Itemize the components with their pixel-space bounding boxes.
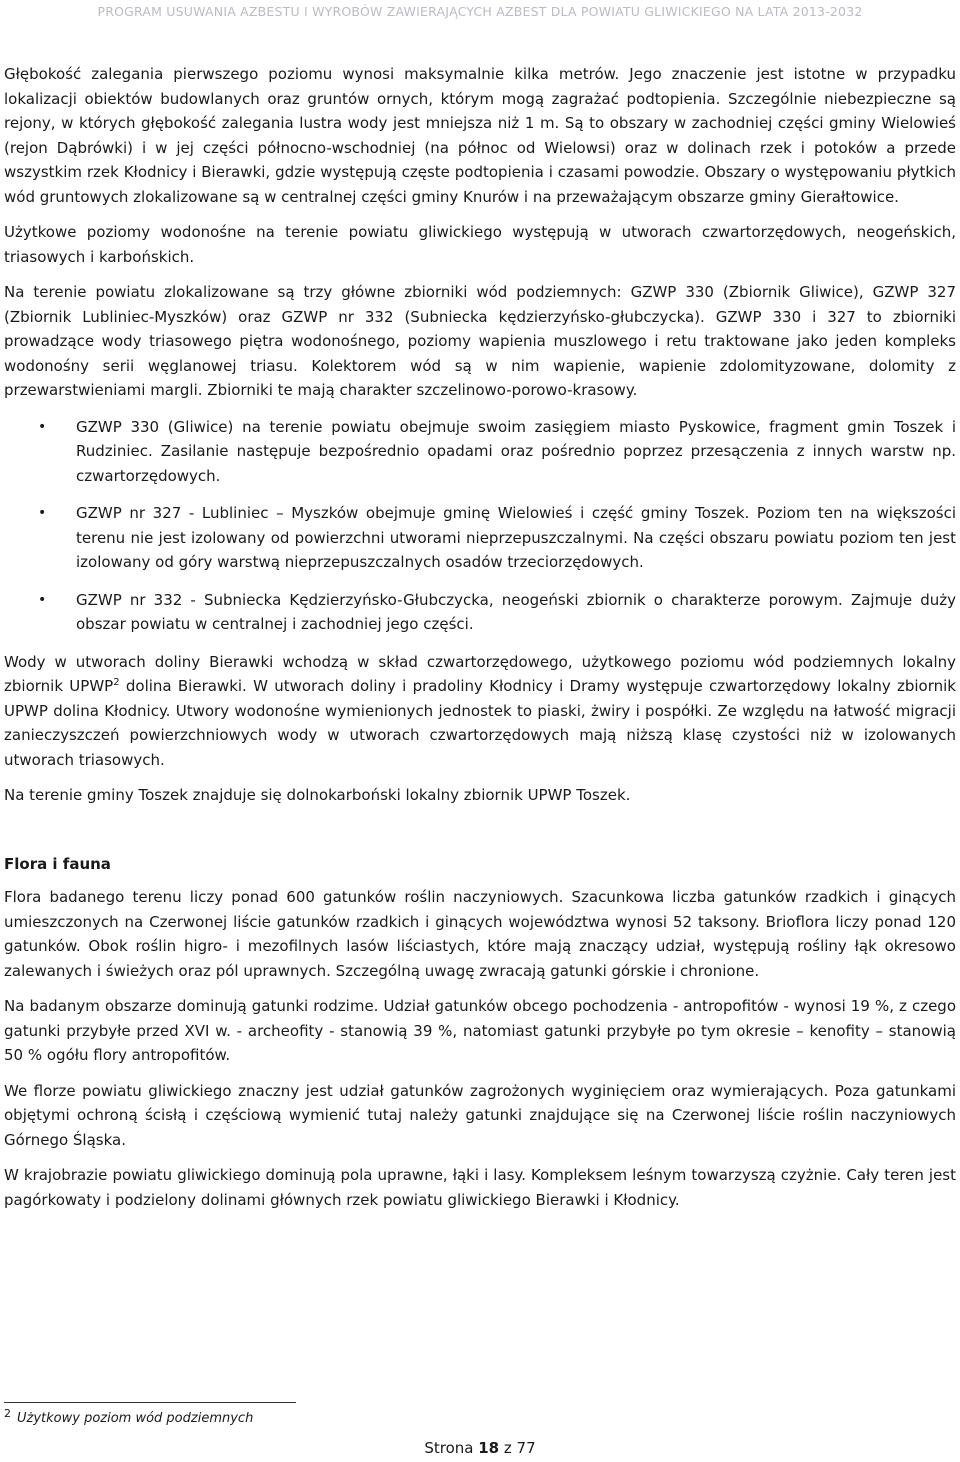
paragraph-toszek-reservoir: Na terenie gminy Toszek znajduje się dolnokarboński lokalny zbiornik UPWP Toszek.	[4, 786, 631, 804]
footnote-mark: 2	[4, 1406, 11, 1420]
paragraph-main-reservoirs: Na terenie powiatu zlokalizowane są trzy główne zbiorniki wód podziemnych: GZWP 330 (Zbiornik Gliwice), GZWP 327 (Zbiornik Lubliniec-Myszków) oraz GZWP nr 332 (Subniecka kędzierzyńsko-głubczycka). GZWP 330 i 327 to zbiorniki prowadzące wody triasowego piętra wodonośnego, poziomy wapienia muszlowego i retu traktowane jako jeden kompleks wodonośny serii węglanowej triasu. Kolektorem wód są w nim wapienie, wapienie zdolomityzowane, dolomity z przewarstwieniami margli. Zbiorniki te mają charakter szczelinowo-porowo-krasowy.	[4, 283, 956, 399]
paragraph-landscape: W krajobrazie powiatu gliwickiego dominują pola uprawne, łąki i lasy. Kompleksem leśnym towarzyszą czyżnie. Cały teren jest pagórkowaty i podzielony dolinami głównych rzek powiatu gliwickiego Bierawki i Kłodnicy.	[4, 1166, 956, 1209]
list-item-text: GZWP 330 (Gliwice) na terenie powiatu obejmuje swoim zasięgiem miasto Pyskowice, fragment gmin Toszek i Rudziniec. Zasilanie następuje bezpośrednio opadami oraz pośrednio poprzez przesączenia z innych warstw np. czwartorzędowych.	[76, 417, 956, 485]
section-heading-flora: Flora i fauna	[4, 854, 111, 873]
running-header: PROGRAM USUWANIA AZBESTU I WYROBÓW ZAWIERAJĄCYCH AZBEST DLA POWIATU GLIWICKIEGO NA LATA 2013-2032	[97, 4, 863, 19]
footnote-text: Użytkowy poziom wód podziemnych	[17, 1411, 254, 1426]
list-item-text: GZWP nr 327 - Lubliniec – Myszków obejmuje gminę Wielowieś i część gminy Toszek. Poziom ten na większości terenu nie jest izolowany od powierzchni utworami nieprzepuszczalnymi. Na części obszaru powiatu poziom ten jest izolowany od góry warstwą nieprzepuszczalnych osadów trzeciorzędowych.	[76, 504, 956, 571]
page-number	[0, 1439, 960, 1457]
bullet-icon: •	[38, 591, 47, 608]
paragraph-native-species: Na badanym obszarze dominują gatunki rodzime. Udział gatunków obcego pochodzenia - antropofitów - wynosi 19 %, z czego gatunki przybyłe przed XVI w. - archeofity - stanowią 39 %, natomiast gatunki przybyłe po tym okresie – kenofity – stanowią 50 % ogółu flory antropofitów.	[4, 997, 956, 1064]
current-page: 18	[478, 1439, 500, 1457]
paragraph-text: dolina Bierawki. W utworach doliny i pradoliny Kłodnicy i Dramy występuje czwartorzędowy lokalny zbiornik UPWP dolina Kłodnicy. Utwory wodonośne wymienionych jednostek to piaski, żwiry i pospółki. Ze względu na łatwość migracji zanieczyszczeń powierzchniowych wody w utworach czwartorzędowych mają niższą klasę czystości niż w izolowanych utworach triasowych.	[4, 677, 956, 769]
footnote	[4, 1406, 254, 1428]
list-item-text: GZWP nr 332 - Subniecka Kędzierzyńsko-Głubczycka, neogeński zbiornik o charakterze porowym. Zajmuje duży obszar powiatu w centralnej i zachodniej jego części.	[76, 590, 956, 633]
paragraph-bierawka-valley	[4, 650, 956, 773]
total-pages: 77	[516, 1439, 536, 1457]
list-item	[4, 415, 956, 489]
bullet-icon: •	[38, 505, 47, 521]
page-separator: z	[499, 1439, 517, 1457]
list-item	[4, 501, 956, 575]
reservoir-list	[4, 415, 956, 637]
document-body	[4, 62, 956, 1223]
bullet-icon: •	[38, 418, 47, 435]
paragraph-flora-count: Flora badanego terenu liczy ponad 600 gatunków roślin naczyniowych. Szacunkowa liczba gatunków rzadkich i ginących umieszczonych na Czerwonej liście gatunków rzadkich i ginących województwa wynosi 52 taksony. Brioflora liczy ponad 120 gatunków. Obok roślin higro- i mezofilnych lasów liściastych, które mają znaczący udział, występują rośliny łąk okresowo zalewanych i świeżych oraz pól uprawnych. Szczególną uwagę zwracają gatunki górskie i chronione.	[4, 888, 956, 980]
paragraph-text: Wody w utworach doliny Bierawki wchodzą w skład czwartorzędowego, użytkowego poziomu wód podziemnych lokalny zbiornik UPWP	[4, 652, 956, 695]
paragraph-groundwater-depth: Głębokość zalegania pierwszego poziomu wynosi maksymalnie kilka metrów. Jego znaczenie jest istotne w przypadku lokalizacji obiektów budowlanych oraz gruntów ornych, którym mogą zagrażać podtopienia. Szczególnie niebezpieczne są rejony, w których głębokość zalegania lustra wody jest mniejsza niż 1 m. Są to obszary w zachodniej części gminy Wielowieś (rejon Dąbrówki) i w jej części północno-wschodniej (na północ od Wielowsi) oraz w dolinach rzek i potoków a przede wszystkim rzek Kłodnicy i Bierawki, gdzie występują częste podtopienia i czasami powodzie. Obszary o występowaniu płytkich wód gruntowych zlokalizowane są w centralnej części gminy Knurów i na przeważającym obszarze gminy Gierałtowice.	[4, 65, 956, 206]
list-item	[4, 588, 956, 637]
footnote-separator	[4, 1402, 296, 1403]
paragraph-aquifer-levels: Użytkowe poziomy wodonośne na terenie powiatu gliwickiego występują w utworach czwartorzędowych, neogeńskich, triasowych i karbońskich.	[4, 223, 956, 266]
footnote-reference[interactable]: 2	[113, 677, 120, 688]
paragraph-endangered-species: We florze powiatu gliwickiego znaczny jest udział gatunków zagrożonych wyginięciem oraz wymierających. Poza gatunkami objętymi ochroną ścisłą i częściową wymienić tutaj należy gatunki znajdujące się na Czerwonej liście roślin naczyniowych Górnego Śląska.	[4, 1081, 956, 1149]
page-label: Strona	[424, 1439, 479, 1457]
